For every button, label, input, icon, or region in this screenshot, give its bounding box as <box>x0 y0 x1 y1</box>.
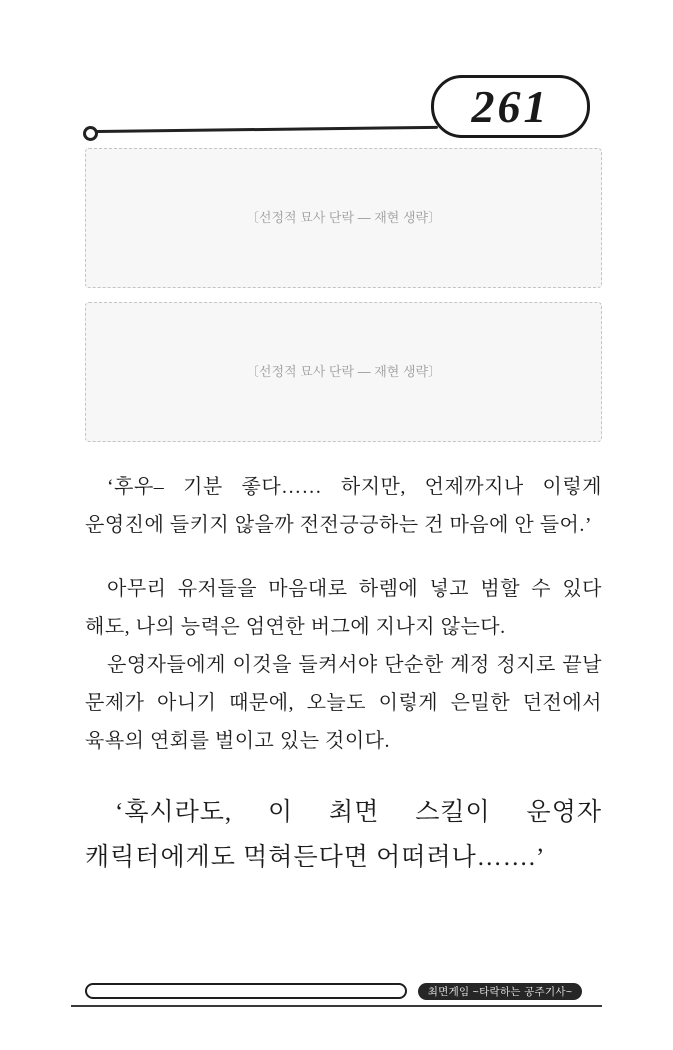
paragraph: ‘혹시라도, 이 최면 스킬이 운영자 캐릭터에게도 먹혀든다면 어떠려나…….’ <box>85 799 602 871</box>
page-number-badge: 261 <box>431 75 590 138</box>
paragraph: 아무리 유저들을 마음대로 하렘에 넣고 범할 수 있다 해도, 나의 능력은 엄연한 버그에 지나지 않는다. <box>85 578 602 638</box>
footer-rule <box>71 1005 602 1007</box>
footer-title-box <box>85 983 407 999</box>
paragraph: ‘후우– 기분 좋다…… 하지만, 언제까지나 이렇게 운영진에 들키지 않을까 전전긍긍하는 건 마음에 안 들어.’ <box>85 476 602 536</box>
redacted-paragraph: 〔선정적 묘사 단락 — 재현 생략〕 <box>85 148 602 288</box>
header-ring-ornament <box>83 126 98 141</box>
paragraph: 운영자들에게 이것을 들켜서야 단순한 계정 정지로 끝날 문제가 아니기 때문에, 오늘도 이렇게 은밀한 던전에서 육욕의 연회를 벌이고 있는 것이다. <box>85 654 602 752</box>
redacted-paragraph: 〔선정적 묘사 단락 — 재현 생략〕 <box>85 302 602 442</box>
footer-series-badge: 최면게임 ~타락하는 공주기사~ <box>418 983 582 1000</box>
header-rule <box>96 126 438 133</box>
body-text <box>85 148 602 880</box>
